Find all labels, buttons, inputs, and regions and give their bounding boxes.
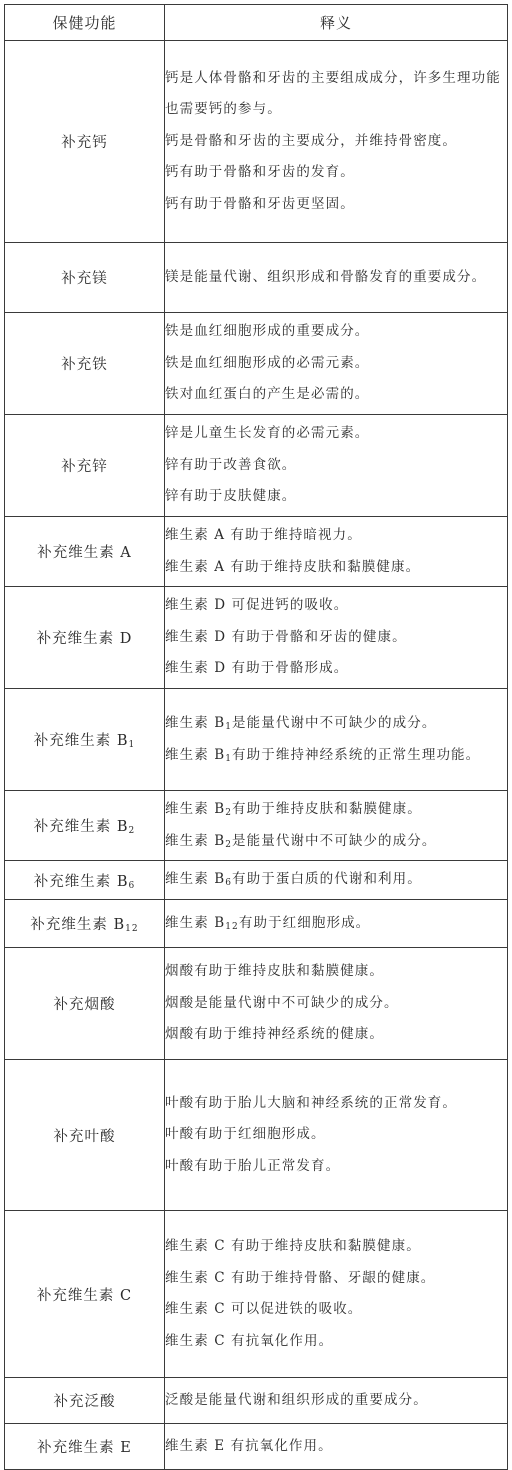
definition-text: 维生素 B bbox=[165, 801, 226, 817]
definition-line: 铁是血红细胞形成的重要成分。 bbox=[165, 323, 370, 340]
header-definition: 释义 bbox=[165, 5, 508, 41]
definition-text: 维生素 B bbox=[165, 832, 226, 849]
table-row bbox=[5, 861, 508, 900]
table-row bbox=[5, 415, 508, 517]
definition-text: 维生素 B bbox=[165, 746, 226, 763]
definition-line bbox=[165, 826, 507, 858]
table-row bbox=[5, 41, 508, 243]
table-row bbox=[5, 689, 508, 791]
function-cell bbox=[5, 689, 165, 791]
definition-line bbox=[165, 740, 507, 772]
definition-cell bbox=[165, 791, 508, 861]
function-subscript: 6 bbox=[128, 880, 136, 891]
definition-line: 烟酸有助于维持皮肤和黏膜健康。 bbox=[165, 963, 384, 980]
definition-line: 维生素 C 有抗氧化作用。 bbox=[165, 1332, 334, 1349]
function-label: 补充镁 bbox=[61, 271, 108, 287]
function-cell bbox=[5, 948, 165, 1060]
function-cell bbox=[5, 243, 165, 313]
definition-line: 钙有助于骨骼和牙齿的发育。 bbox=[165, 164, 355, 181]
function-subscript: 1 bbox=[128, 740, 136, 750]
definition-text: 维生素 B bbox=[165, 914, 226, 931]
table-row bbox=[5, 900, 508, 948]
function-label: 补充维生素 B bbox=[33, 873, 129, 890]
table-row bbox=[5, 1378, 508, 1424]
function-cell bbox=[5, 415, 165, 517]
definition-line: 维生素 C 可以促进铁的吸收。 bbox=[165, 1301, 363, 1317]
function-cell bbox=[5, 1060, 165, 1211]
definition-text: 维生素 B bbox=[165, 871, 226, 888]
definition-cell bbox=[165, 415, 508, 517]
table-row bbox=[5, 791, 508, 861]
definition-line: 锌是儿童生长发育的必需元素。 bbox=[165, 425, 370, 442]
definition-text: 是能量代谢中不可缺少的成分。 bbox=[232, 715, 437, 731]
function-label: 补充锌 bbox=[61, 459, 108, 475]
health-function-table bbox=[4, 4, 508, 1470]
table-row bbox=[5, 1424, 508, 1470]
table-header-row bbox=[5, 5, 508, 41]
table-row bbox=[5, 948, 508, 1060]
table-row bbox=[5, 1060, 508, 1211]
definition-line: 锌有助于皮肤健康。 bbox=[165, 488, 297, 505]
function-cell bbox=[5, 861, 165, 900]
function-label: 补充维生素 B bbox=[30, 917, 126, 933]
table-row bbox=[5, 1211, 508, 1378]
table-row bbox=[5, 243, 508, 313]
definition-cell bbox=[165, 1060, 508, 1211]
definition-line: 烟酸是能量代谢中不可缺少的成分。 bbox=[165, 994, 399, 1011]
definition-line: 维生素 C 有助于维持骨骼、牙龈的健康。 bbox=[165, 1269, 436, 1286]
table-row bbox=[5, 587, 508, 689]
function-label: 补充维生素 B bbox=[33, 819, 129, 835]
function-label: 补充钙 bbox=[61, 135, 108, 151]
definition-line: 维生素 C 有助于维持皮肤和黏膜健康。 bbox=[165, 1238, 421, 1254]
function-label: 补充烟酸 bbox=[53, 997, 116, 1013]
definition-line: 铁对血红蛋白的产生是必需的。 bbox=[165, 386, 370, 403]
definition-cell bbox=[165, 313, 508, 415]
definition-cell bbox=[165, 1211, 508, 1378]
definition-line: 维生素 D 有助于骨骼形成。 bbox=[165, 660, 349, 677]
definition-line: 烟酸有助于维持神经系统的健康。 bbox=[165, 1026, 384, 1043]
definition-subscript: 2 bbox=[225, 808, 233, 818]
function-label: 补充维生素 A bbox=[37, 545, 132, 561]
function-label: 补充维生素 D bbox=[36, 631, 133, 647]
definition-line: 维生素 A 有助于维持皮肤和黏膜健康。 bbox=[165, 558, 421, 575]
function-label: 补充叶酸 bbox=[53, 1128, 116, 1145]
function-cell bbox=[5, 1424, 165, 1470]
definition-subscript: 1 bbox=[225, 722, 233, 732]
definition-line: 维生素 E 有抗氧化作用。 bbox=[165, 1437, 333, 1454]
definition-cell bbox=[165, 243, 508, 313]
definition-cell bbox=[165, 41, 508, 243]
definition-cell bbox=[165, 1378, 508, 1424]
definition-cell bbox=[165, 587, 508, 689]
function-label: 补充维生素 C bbox=[36, 1287, 133, 1304]
function-cell bbox=[5, 1211, 165, 1378]
definition-subscript: 2 bbox=[225, 839, 233, 850]
definition-subscript: 6 bbox=[225, 878, 233, 889]
definition-line: 锌有助于改善食欲。 bbox=[165, 456, 297, 473]
definition-line: 维生素 D 有助于骨骼和牙齿的健康。 bbox=[165, 628, 407, 645]
definition-line: 维生素 D 可促进钙的吸收。 bbox=[165, 597, 349, 614]
definition-text: 有助于红细胞形成。 bbox=[238, 914, 371, 931]
definition-line: 镁是能量代谢、组织形成和骨骼发育的重要成分。 bbox=[165, 268, 487, 285]
definition-subscript: 1 bbox=[225, 753, 233, 764]
definition-text: 是能量代谢中不可缺少的成分。 bbox=[232, 832, 437, 849]
function-cell bbox=[5, 900, 165, 948]
definition-cell bbox=[165, 517, 508, 587]
definition-line bbox=[165, 794, 507, 826]
function-cell bbox=[5, 587, 165, 689]
table-row bbox=[5, 313, 508, 415]
definition-cell bbox=[165, 1424, 508, 1470]
function-label: 补充泛酸 bbox=[53, 1394, 116, 1410]
definition-line: 叶酸有助于胎儿正常发育。 bbox=[165, 1157, 341, 1174]
function-subscript: 12 bbox=[125, 924, 139, 934]
definition-line: 维生素 A 有助于维持暗视力。 bbox=[165, 527, 362, 543]
function-cell bbox=[5, 517, 165, 587]
definition-line: 钙是骨骼和牙齿的主要成分，并维持骨密度。 bbox=[165, 132, 457, 149]
definition-cell bbox=[165, 948, 508, 1060]
function-subscript: 2 bbox=[128, 826, 136, 836]
function-cell bbox=[5, 41, 165, 243]
definition-line bbox=[165, 908, 507, 940]
definition-cell bbox=[165, 861, 508, 900]
function-cell bbox=[5, 313, 165, 415]
header-function: 保健功能 bbox=[5, 5, 165, 41]
definition-line: 钙有助于骨骼和牙齿更坚固。 bbox=[165, 195, 355, 212]
definition-text: 有助于维持皮肤和黏膜健康。 bbox=[232, 801, 422, 817]
definition-line bbox=[165, 708, 507, 740]
function-label: 补充铁 bbox=[61, 357, 108, 373]
definition-text: 维生素 B bbox=[165, 715, 226, 731]
definition-line: 叶酸有助于胎儿大脑和神经系统的正常发育。 bbox=[165, 1094, 457, 1111]
definition-text: 有助于蛋白质的代谢和利用。 bbox=[232, 871, 422, 888]
definition-cell bbox=[165, 900, 508, 948]
function-label: 补充维生素 E bbox=[37, 1440, 132, 1456]
definition-line: 泛酸是能量代谢和组织形成的重要成分。 bbox=[165, 1391, 428, 1408]
definition-line: 铁是血红细胞形成的必需元素。 bbox=[165, 354, 370, 371]
function-label: 补充维生素 B bbox=[33, 733, 129, 749]
table-row bbox=[5, 517, 508, 587]
definition-subscript: 12 bbox=[225, 921, 239, 932]
function-cell bbox=[5, 1378, 165, 1424]
definition-line: 叶酸有助于红细胞形成。 bbox=[165, 1126, 326, 1143]
definition-line: 钙是人体骨骼和牙齿的主要组成成分，许多生理功能也需要钙的参与。 bbox=[165, 69, 501, 118]
definition-line bbox=[165, 864, 507, 896]
definition-cell bbox=[165, 689, 508, 791]
definition-text: 有助于维持神经系统的正常生理功能。 bbox=[232, 746, 481, 763]
function-cell bbox=[5, 791, 165, 861]
